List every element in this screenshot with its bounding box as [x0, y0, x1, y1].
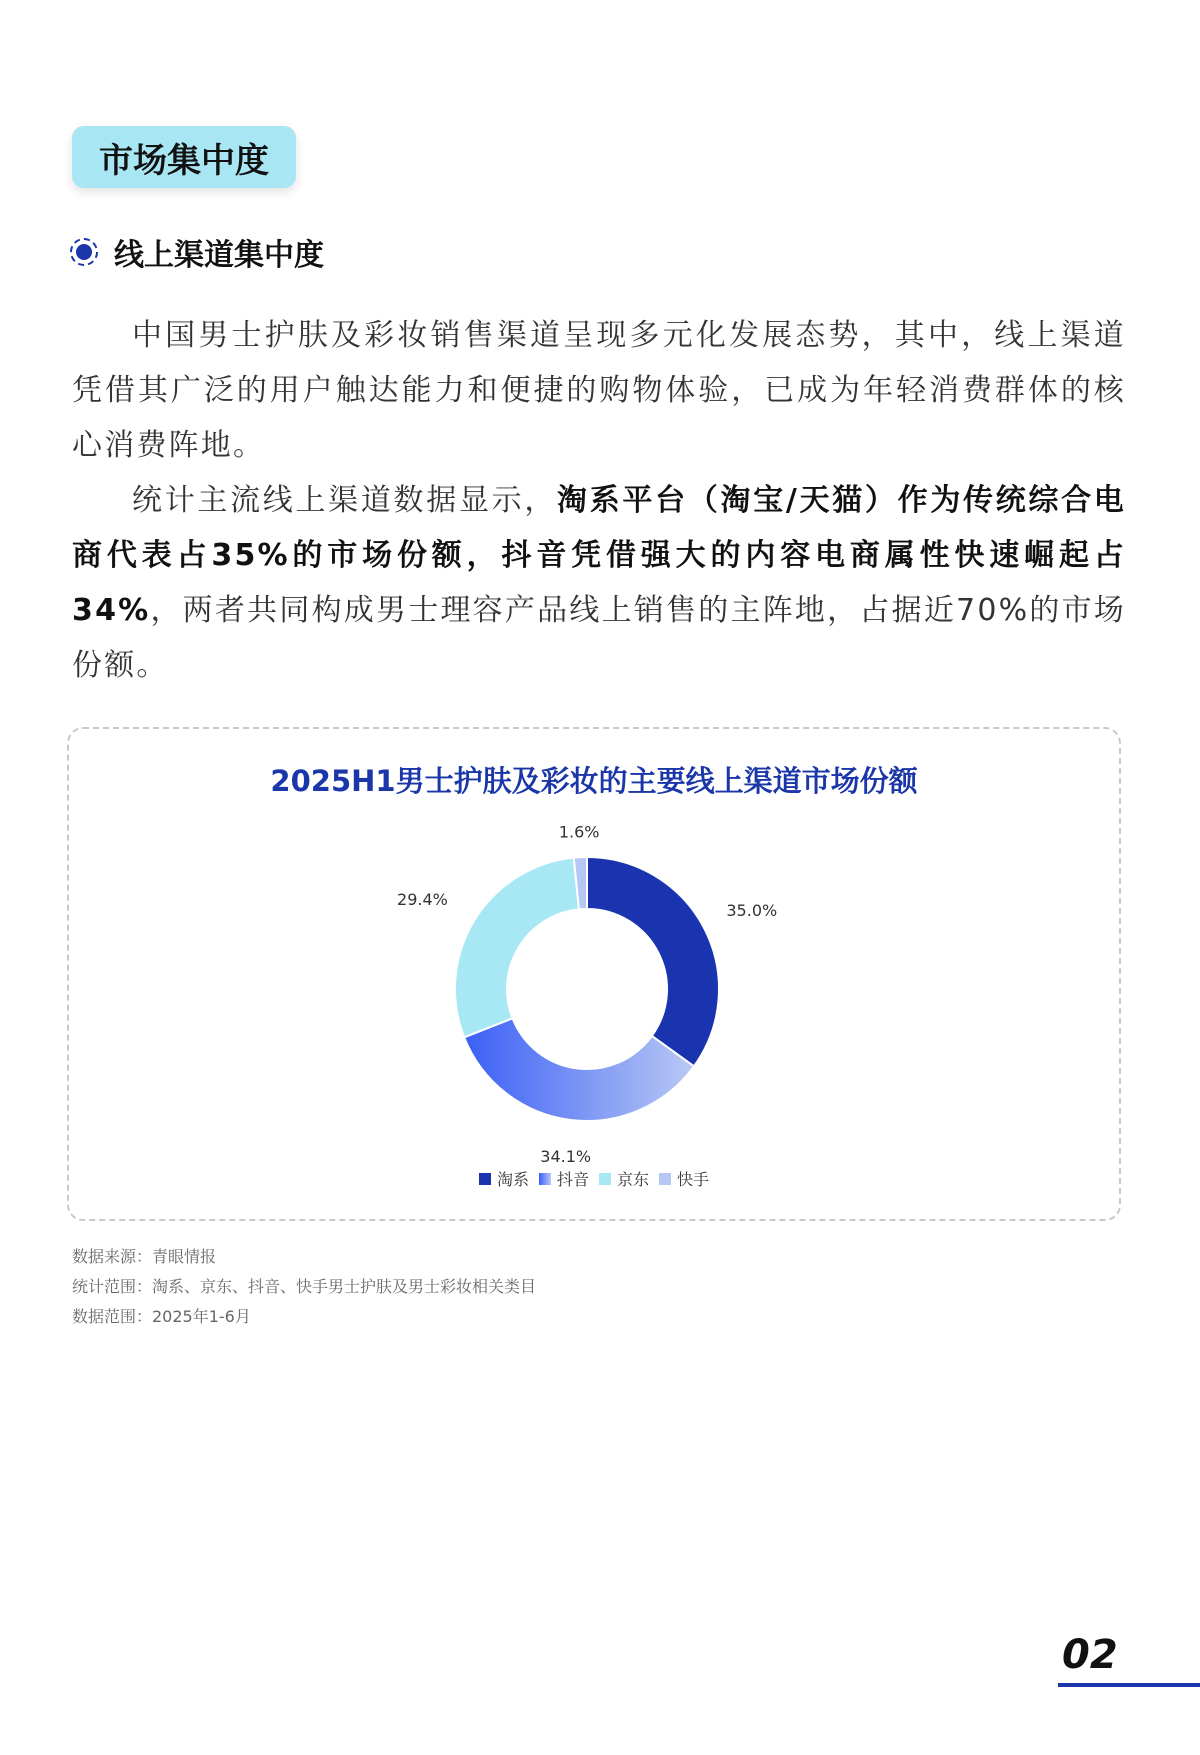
slice-label-kuaishou: 1.6%: [558, 822, 600, 842]
sub-heading-text: 线上渠道集中度: [114, 238, 324, 273]
note-source: 数据来源：青眼情报: [72, 1247, 217, 1266]
body-text: [72, 308, 1126, 693]
legend-label-kuaishou: 快手: [677, 1170, 710, 1189]
legend-swatch-kuaishou: [659, 1173, 671, 1185]
legend-label-jingdong: 京东: [617, 1170, 650, 1189]
note-range: 数据范围：2025年1-6月: [72, 1307, 251, 1326]
legend-swatch-jingdong: [599, 1173, 611, 1185]
note-scope: 统计范围：淘系、京东、抖音、快手男士护肤及男士彩妆相关类目: [72, 1277, 537, 1296]
legend-item-kuaishou: [659, 1167, 709, 1190]
chart-container: [67, 727, 1121, 1221]
bullet-dot-icon: [70, 238, 98, 266]
paragraph-2-lead: 统计主流线上渠道数据显示，: [132, 483, 558, 518]
paragraph-1: 中国男士护肤及彩妆销售渠道呈现多元化发展态势，其中，线上渠道凭借其广泛的用户触达能力和便捷的购物体验，已成为年轻消费群体的核心消费阵地。: [72, 318, 1126, 463]
sub-heading: [70, 230, 324, 274]
page-number-underline: [1058, 1683, 1200, 1687]
legend-swatch-douyin: [539, 1173, 551, 1185]
legend-label-douyin: 抖音: [556, 1170, 589, 1189]
legend-label-taoxi: 淘系: [496, 1170, 529, 1189]
chart-legend: [69, 1167, 1119, 1190]
paragraph-2: [72, 473, 1126, 693]
source-notes: [72, 1242, 536, 1332]
page-number: 02: [1062, 1632, 1118, 1678]
legend-item-douyin: [539, 1167, 589, 1190]
slice-label-douyin: 34.1%: [540, 1147, 592, 1167]
slice-jingdong: [455, 858, 579, 1038]
donut-chart: [69, 729, 1123, 1223]
legend-swatch-taoxi: [479, 1173, 491, 1185]
slice-label-taoxi: 35.0%: [726, 901, 778, 921]
chart-title: 2025H1男士护肤及彩妆的主要线上渠道市场份额: [270, 764, 918, 798]
paragraph-2-tail: ，两者共同构成男士理容产品线上销售的主阵地，占据近70%的市场份额。: [72, 593, 1126, 683]
section-tag: 市场集中度: [72, 126, 296, 188]
legend-item-jingdong: [599, 1167, 649, 1190]
slice-label-jingdong: 29.4%: [397, 889, 448, 909]
legend-item-taoxi: [479, 1167, 529, 1190]
slice-taoxi: [587, 857, 719, 1066]
paragraph-2-bold: 淘系平台（淘宝/天猫）作为传统综合电商代表占35%的市场份额，抖音凭借强大的内容电商属性快速崛起占34%: [72, 483, 1126, 628]
